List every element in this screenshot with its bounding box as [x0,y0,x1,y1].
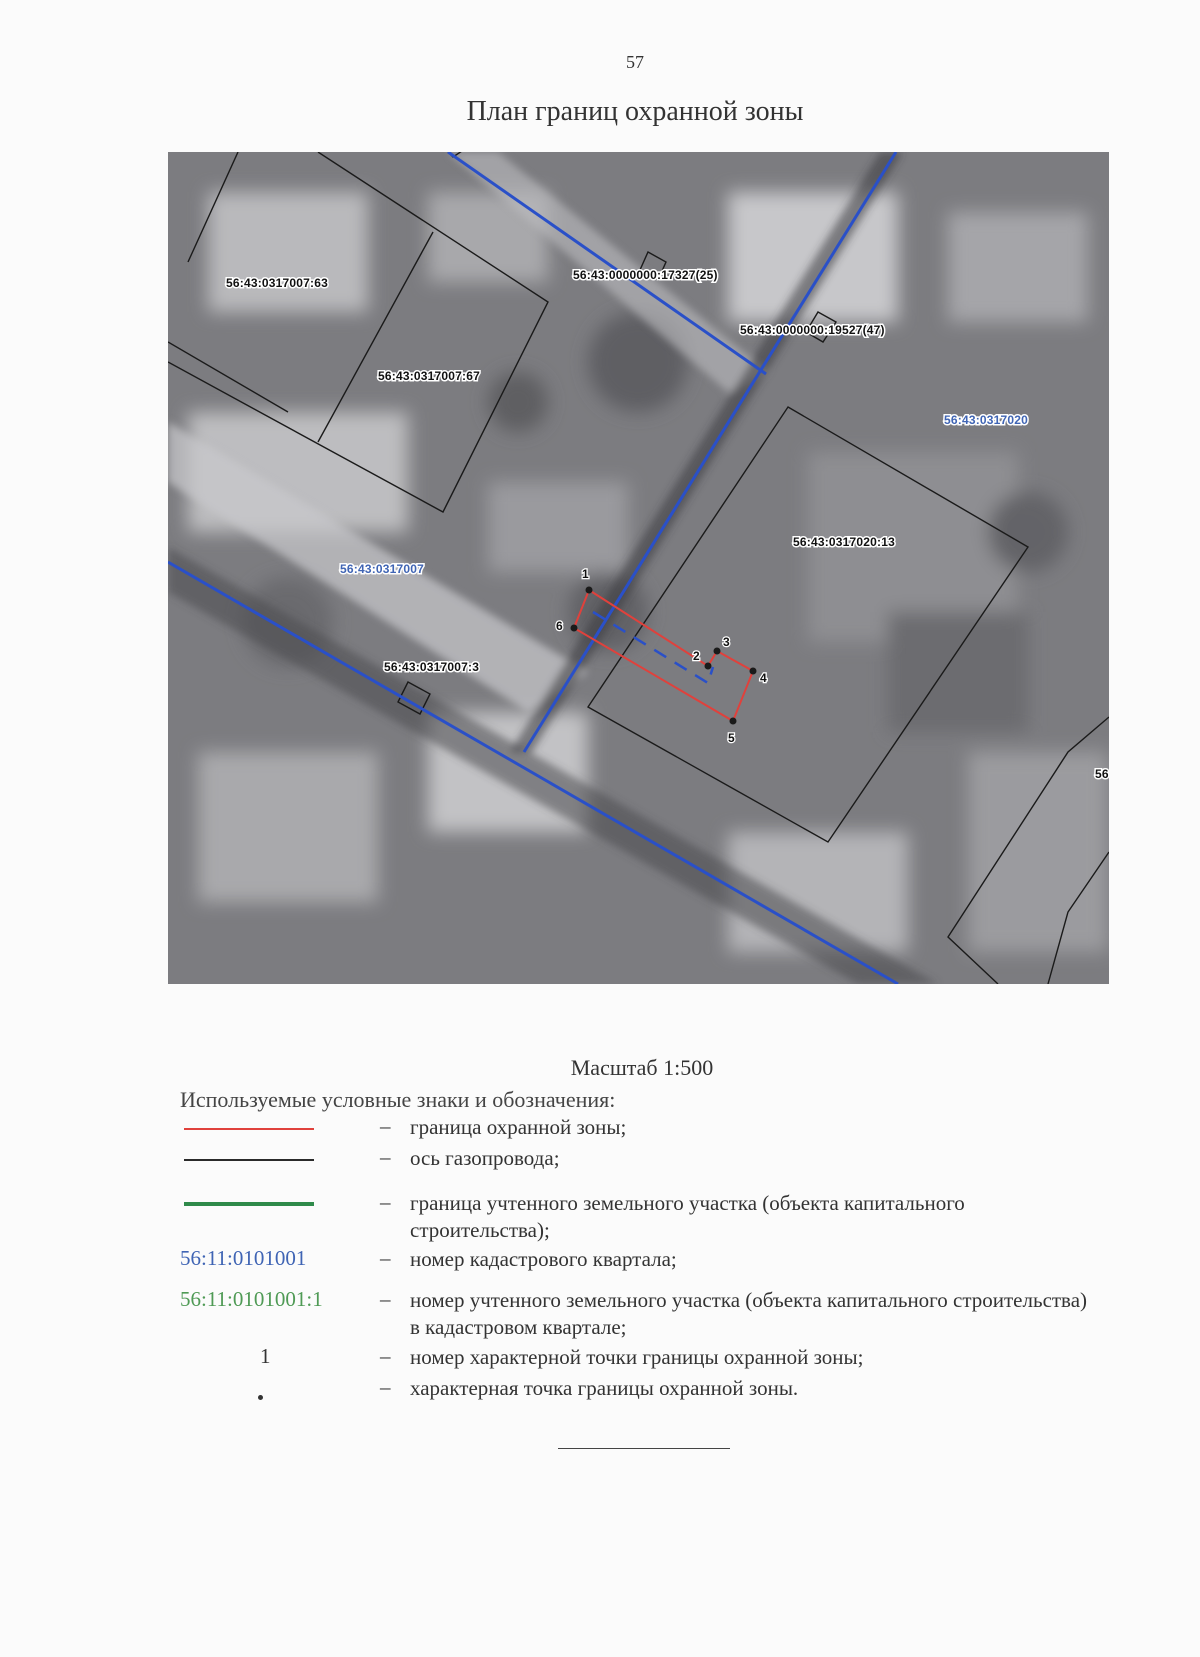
legend-dash: – [380,1190,391,1214]
legend-desc: граница охранной зоны; [410,1115,627,1139]
legend-black-line-symbol [180,1145,340,1175]
legend-heading: Используемые условные знаки и обозначения: [180,1087,616,1112]
zone-point-2 [705,663,712,670]
point-label-1: 1 [582,567,589,581]
parcel-label: 56:43:0317007:67 [378,369,480,383]
map-view[interactable] [168,152,1109,984]
point-label-3: 3 [723,635,730,649]
legend-dash: – [380,1375,391,1399]
legend-desc: ось газопровода; [410,1146,560,1170]
page-number: 57 [626,52,644,72]
legend-dash: – [380,1344,391,1368]
parcel-label: 56 [1095,767,1109,781]
legend-dash: – [380,1287,391,1311]
parcel-label: 56:43:0317007:3 [384,660,480,674]
legend-red-line-symbol [180,1114,340,1144]
zone-point-4 [750,668,757,675]
legend-dash: – [380,1246,391,1270]
point-label-5: 5 [728,731,735,745]
map-canvas [168,152,1109,984]
legend-desc: номер учтенного земельного участка (объекта капитального строительства) в кадастровом квартале; [410,1288,1088,1339]
legend-desc: граница учтенного земельного участка (объекта капитального строительства); [410,1191,965,1242]
legend-dash: – [380,1114,391,1138]
point-label-2: 2 [693,649,700,663]
map-scale: Масштаб 1:500 [570,1055,714,1080]
quarter-label: 56:43:0317020 [944,413,1029,427]
zone-point-6 [571,625,578,632]
legend-quarter-code: 56:11:0101001 [180,1246,307,1270]
legend-point-dot-icon [258,1395,263,1400]
legend-point-number-symbol: 1 [260,1344,271,1368]
point-label-4: 4 [760,671,767,685]
legend-green-line-symbol [180,1190,340,1220]
parcel-label: 56:43:0000000:17327(25) [573,268,718,282]
legend-dash: – [380,1145,391,1169]
legend-parcel-code: 56:11:0101001:1 [180,1287,323,1311]
parcel-label: 56:43:0317007:63 [226,276,328,290]
legend-desc: номер характерной точки границы охранной зоны; [410,1345,864,1369]
legend-desc: номер кадастрового квартала; [410,1247,677,1271]
zone-point-5 [730,718,737,725]
legend-desc: характерная точка границы охранной зоны. [410,1376,799,1400]
bottom-rule [558,1448,730,1449]
page-title: План границ охранной зоны [466,96,804,127]
zone-point-1 [586,587,593,594]
parcel-label: 56:43:0000000:19527(47) [740,323,885,337]
point-label-6: 6 [556,619,563,633]
quarter-label: 56:43:0317007 [340,562,425,576]
parcel-label: 56:43:0317020:13 [793,535,895,549]
zone-point-3 [714,648,721,655]
